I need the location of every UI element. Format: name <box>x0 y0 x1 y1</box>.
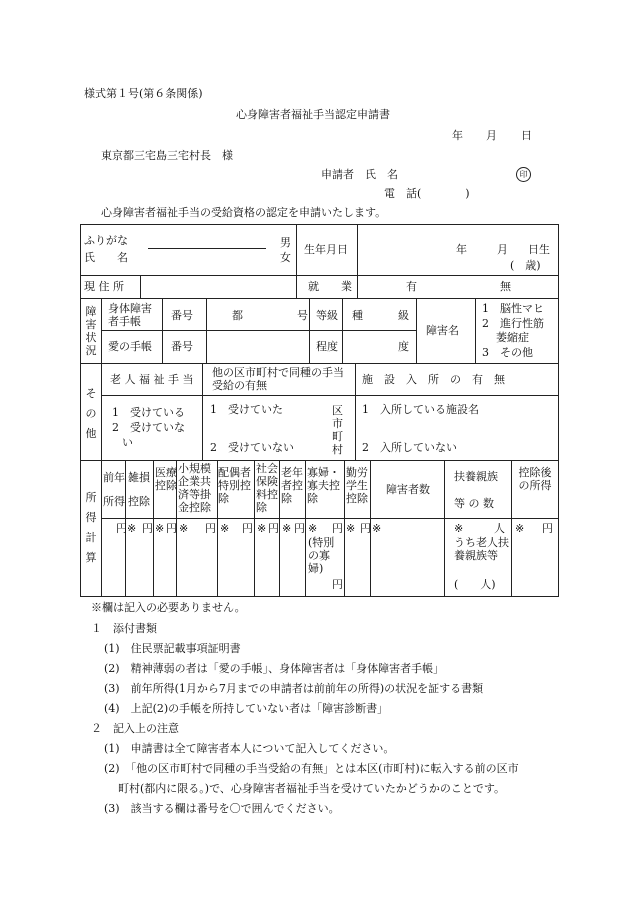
yen-student: 円 <box>360 522 371 535</box>
receiving-option-1[interactable]: 1 受けている <box>112 406 185 419</box>
other-city-receipt-label: 他の区市町村で同種の手当受給の有無 <box>212 366 344 392</box>
kome-3: ※ <box>179 522 189 535</box>
received-option-2[interactable]: 2 受けていない <box>210 441 294 454</box>
to-label: 都 <box>232 309 243 322</box>
seal-mark: 印 <box>516 167 531 182</box>
receiving-option-2[interactable]: 2 受けていな <box>112 421 185 434</box>
degree-label: 程度 <box>316 340 338 353</box>
form-title: 心身障害者福祉手当認定申請書 <box>236 108 390 121</box>
yen-prev-income: 円 <box>116 522 127 535</box>
birthdate-label: 生年月日 <box>304 243 348 256</box>
received-option-1[interactable]: 1 受けていた <box>210 403 283 416</box>
kome-6: ※ <box>282 522 292 535</box>
disability-option-2-cont: 萎縮症 <box>496 331 529 344</box>
gender-female[interactable]: 女 <box>280 251 291 264</box>
shi-label: 市 <box>332 417 343 430</box>
instruction-2: (2) 「他の区市町村で同種の手当受給の有無」とは本区(市町村)に転入する前の区市 <box>104 762 519 775</box>
elderly-dependents-label: うち老人扶養親族等 <box>454 536 509 562</box>
yen-after-deduction: 円 <box>542 522 553 535</box>
elderly-dependents-count: ( 人) <box>454 578 496 591</box>
cho-label: 町 <box>332 430 343 443</box>
shintai-techo-label: 身体障害者手帳 <box>108 302 152 328</box>
date-month-label: 月 <box>486 129 497 142</box>
kome-1: ※ <box>127 522 137 535</box>
other-section-label: その他 <box>85 387 97 440</box>
kome-7: ※ <box>308 522 318 535</box>
col-social-insurance-deduction: 社会保険料控除 <box>256 462 278 514</box>
yen-widow: 円 <box>332 522 343 535</box>
kome-5: ※ <box>257 522 267 535</box>
kome-10: ※ <box>454 522 464 535</box>
yen-social-insurance: 円 <box>268 522 279 535</box>
son-label: 村 <box>332 443 343 456</box>
instruction-2-cont: 町村(都内に限る。)で、心身障害者福祉手当を受けていたかどうかのことです。 <box>118 782 505 795</box>
yen-spouse: 円 <box>242 522 253 535</box>
instruction-3: (3) 該当する欄は番号を〇で囲んでください。 <box>104 802 340 815</box>
grade-label: 等級 <box>316 309 338 322</box>
furigana-label: ふりがな <box>84 234 128 247</box>
disability-option-1[interactable]: 1 脳性マヒ <box>482 302 544 315</box>
col-dependents: 扶養親族 <box>454 470 498 483</box>
ai-techo-label: 愛の手帳 <box>108 340 152 353</box>
ku-label: 区 <box>332 404 343 417</box>
disability-option-3[interactable]: 3 その他 <box>482 346 533 359</box>
instruction-1: (1) 申請書は全て障害者本人について記入してください。 <box>104 742 395 755</box>
instructions-heading: ２ 記入上の注意 <box>91 722 179 735</box>
address-label: 現 住 所 <box>84 280 124 293</box>
date-day-label: 日 <box>521 129 532 142</box>
col-prev-income: 前年所得 <box>103 471 125 508</box>
asterisk-note: ※欄は記入の必要ありません。 <box>91 601 246 614</box>
birth-month-label: 月 <box>497 243 508 256</box>
yen-small-business: 円 <box>205 522 216 535</box>
disability-status-label: 障害状況 <box>85 305 97 357</box>
application-statement: 心身障害者福祉手当の受給資格の認定を申請いたします。 <box>101 206 387 219</box>
disability-name-label: 障害名 <box>426 324 459 337</box>
facility-option-2[interactable]: 2 入所していない <box>362 441 457 454</box>
receiving-option-2-cont: い <box>122 436 133 449</box>
kome-4: ※ <box>220 522 230 535</box>
facility-admission-label: 施 設 入 所 の 有 無 <box>362 373 505 386</box>
kome-11: ※ <box>515 522 525 535</box>
employment-no[interactable]: 無 <box>500 280 511 293</box>
techo-number-label: 番号 <box>171 309 193 322</box>
col-widow-deduction: 寡婦・寡夫控除 <box>307 466 340 505</box>
yen-elderly: 円 <box>294 522 305 535</box>
col-spouse-deduction: 配偶者特別控除 <box>218 466 251 505</box>
kome-8: ※ <box>346 522 356 535</box>
applicant-name-label: 氏 名 <box>365 168 398 181</box>
dependents-nin: 人 <box>494 522 505 535</box>
gender-male[interactable]: 男 <box>280 236 291 249</box>
phone-label: 電 話( ) <box>384 187 470 200</box>
attachment-4: (4) 上記(2)の手帳を所持していない者は「障害診断書」 <box>104 702 389 715</box>
col-dependents-count: 等 の 数 <box>454 497 494 510</box>
do-label: 度 <box>398 340 409 353</box>
col-elderly-deduction: 老年者控除 <box>281 466 303 505</box>
form-number: 様式第１号(第６条関係) <box>84 87 203 100</box>
yen-widow-special: 円 <box>332 578 343 591</box>
attachment-2: (2) 精神薄弱の者は「愛の手帳」、身体障害者は「身体障害者手帳」 <box>104 662 445 675</box>
employment-yes[interactable]: 有 <box>406 280 417 293</box>
yen-casualty: 円 <box>142 522 153 535</box>
ai-number-label: 番号 <box>171 340 193 353</box>
employment-label: 就 業 <box>308 280 352 293</box>
disability-option-2[interactable]: 2 進行性筋 <box>482 317 544 330</box>
applicant-label: 申請者 <box>321 168 354 181</box>
birth-day-label: 日生 <box>528 243 550 256</box>
age-label: ( 歳) <box>510 259 541 272</box>
date-year-label: 年 <box>452 129 463 142</box>
facility-option-1[interactable]: 1 入所している施設名 <box>362 403 479 416</box>
elderly-allowance-label: 老 人 福 祉 手 当 <box>110 373 194 386</box>
kome-9: ※ <box>372 522 382 535</box>
address-field[interactable] <box>142 278 294 296</box>
col-student-deduction: 勤労学生控除 <box>346 466 368 505</box>
col-casualty-deduction: 雑損控除 <box>128 471 150 508</box>
col-disabled-count: 障害者数 <box>386 483 430 496</box>
col-medical-deduction: 医療控除 <box>155 466 177 492</box>
kome-2: ※ <box>155 522 165 535</box>
name-field[interactable] <box>148 234 266 248</box>
yen-medical: 円 <box>166 522 177 535</box>
birth-year-label: 年 <box>456 243 467 256</box>
col-income-after-deduction: 控除後の所得 <box>518 466 552 492</box>
attachments-heading: １ 添付書類 <box>91 622 157 635</box>
col-small-business-deduction: 小規模企業共済等掛金控除 <box>178 462 211 514</box>
type-label: 種 <box>352 309 363 322</box>
attachment-3: (3) 前年所得(1月から7月までの申請者は前前年の所得)の状況を証する書類 <box>104 682 484 695</box>
income-calc-label: 所得計算 <box>85 491 97 564</box>
special-widow-note: (特別の寡婦) <box>308 536 335 575</box>
name-label: 氏 名 <box>84 251 128 264</box>
addressee: 東京都三宅島三宅村長 様 <box>101 149 233 162</box>
attachment-1: (1) 住民票記載事項証明書 <box>104 642 241 655</box>
kyu-label: 級 <box>398 309 409 322</box>
go-label: 号 <box>297 309 308 322</box>
